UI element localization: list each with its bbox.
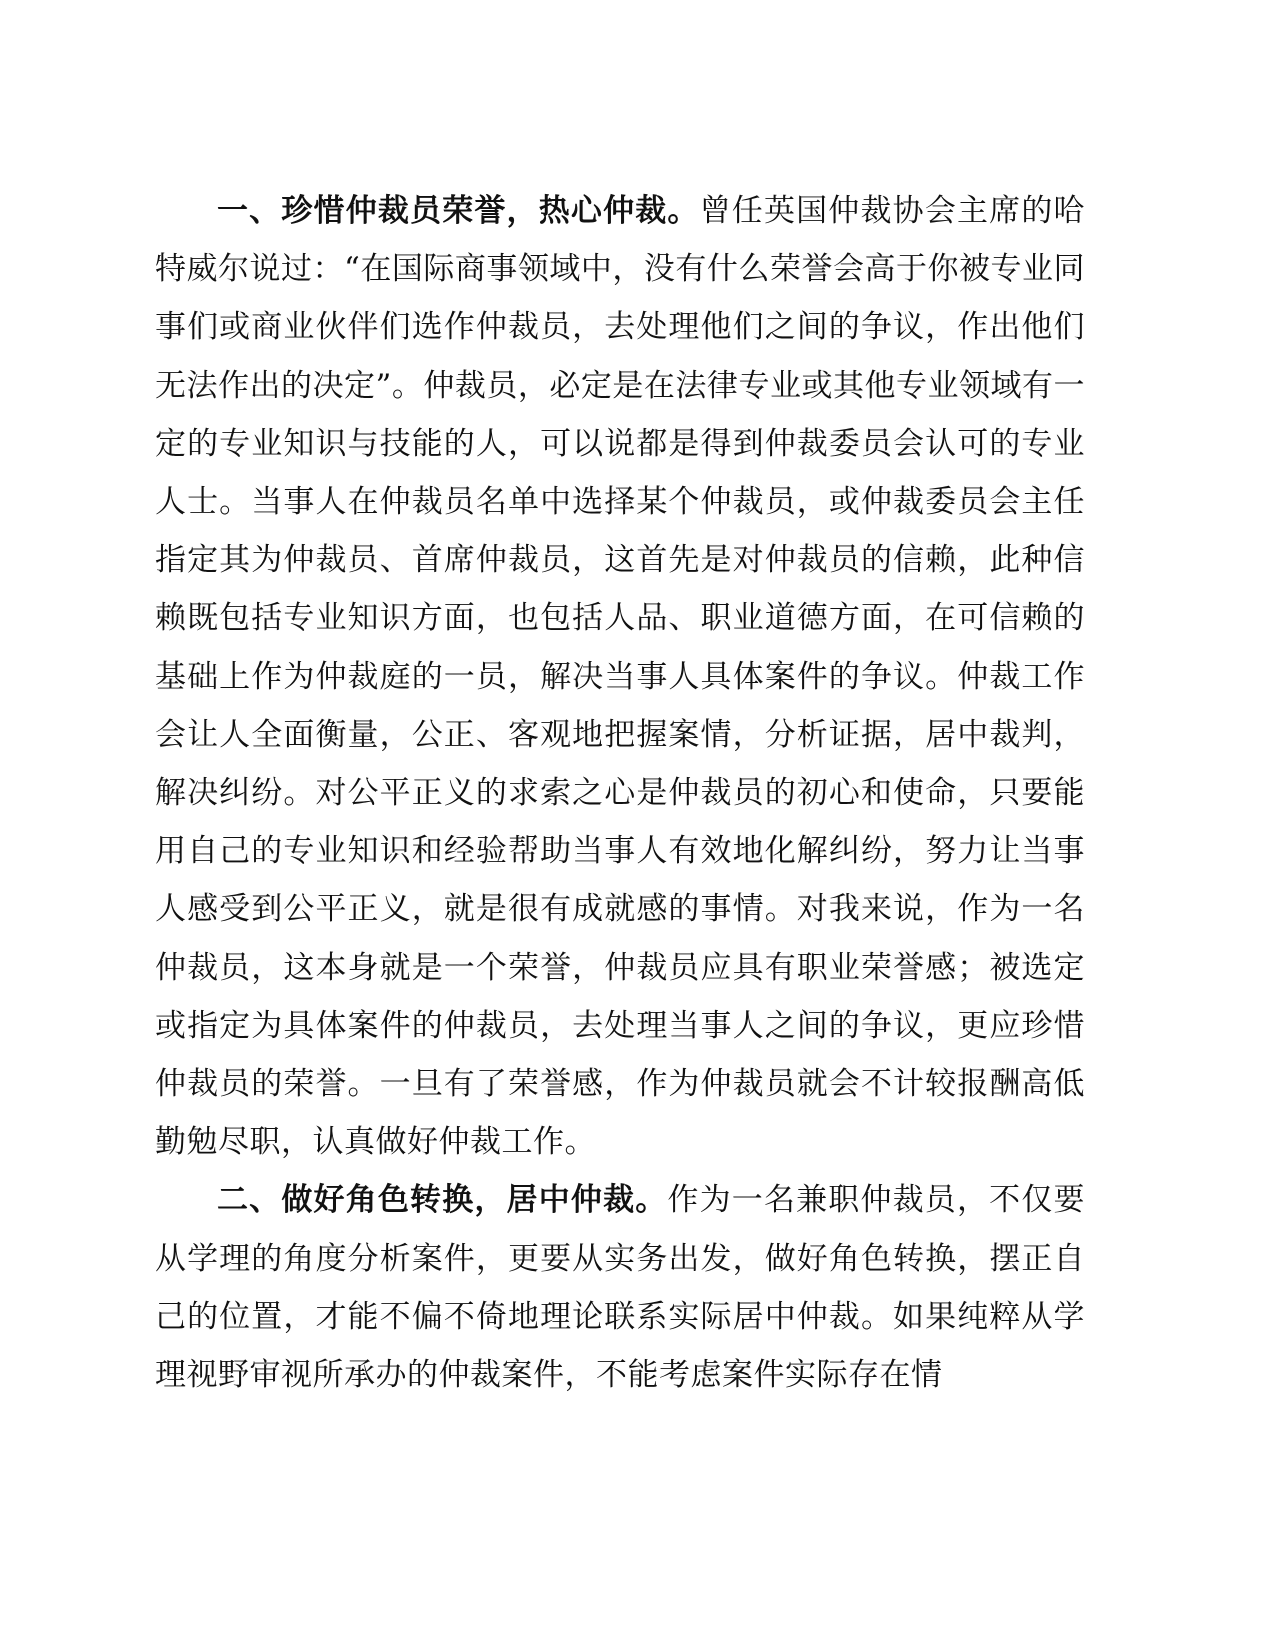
paragraph-2-text: 作为一名兼职仲裁员，不仅要从学理的角度分析案件，更要从实务出发，做好角色转换，摆正自己的位置，才能不偏不倚地理论联系实际居中仲裁。如果纯粹从学理视野审视所承办的仲裁案件，不能考虑案件实际存在情 <box>155 1182 1085 1394</box>
paragraph-2 <box>155 1171 1085 1404</box>
section-heading-2: 二、做好角色转换，居中仲裁。 <box>217 1182 668 1219</box>
paragraph-1 <box>155 182 1085 1171</box>
section-heading-1: 一、珍惜仲裁员荣誉，热心仲裁。 <box>217 193 700 229</box>
document-body <box>155 182 1085 1404</box>
paragraph-1-text: 曾任英国仲裁协会主席的哈特威尔说过：“在国际商事领域中，没有什么荣誉会高于你被专业同事们或商业伙伴们选作仲裁员，去处理他们之间的争议，作出他们无法作出的决定”。仲裁员，必定是在法律专业或其他专业领域有一定的专业知识与技能的人，可以说都是得到仲裁委员会认可的专业人士。当事人在仲裁员名单中选择某个仲裁员，或仲裁委员会主任指定其为仲裁员、首席仲裁员，这首先是对仲裁员的信赖，此种信赖既包括专业知识方面，也包括人品、职业道德方面，在可信赖的基础上作为仲裁庭的一员，解决当事人具体案件的争议。仲裁工作会让人全面衡量，公正、客观地把握案情，分析证据，居中裁判，解决纠纷。对公平正义的求索之心是仲裁员的初心和使命，只要能用自己的专业知识和经验帮助当事人有效地化解纠纷，努力让当事人感受到公平正义，就是很有成就感的事情。对我来说，作为一名仲裁员，这本身就是一个荣誉，仲裁员应具有职业荣誉感；被选定或指定为具体案件的仲裁员，去处理当事人之间的争议，更应珍惜仲裁员的荣誉。一旦有了荣誉感，作为仲裁员就会不计较报酬高低勤勉尽职，认真做好仲裁工作。 <box>155 193 1086 1161</box>
